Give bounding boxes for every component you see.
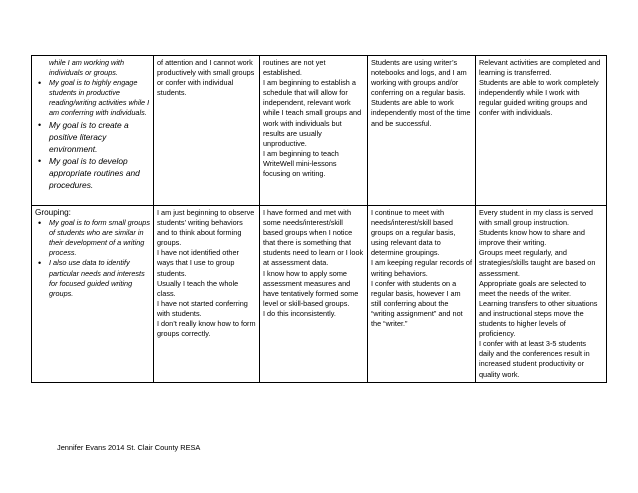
descriptor-text: I continue to meet with needs/interest/skill based groups on a regular basis, using relevant data to determine groupings. <box>371 208 456 258</box>
table-row-grouping <box>32 206 607 383</box>
descriptor-text: I am beginning to teach WriteWell mini-lessons focusing on writing. <box>263 148 339 179</box>
goal-item: • I also use data to identify particular needs and interests for focused guided writing groups. <box>49 258 150 298</box>
goal-item: • My goal is to highly engage students in productive reading/writing activities while I am conferring with individuals. <box>49 78 150 118</box>
descriptor-text: I confer with students on a regular basis, however I am still conferring about the “writing assignment” and not the “writer.” <box>371 278 463 329</box>
descriptor-text: I am just beginning to observe students’ writing behaviors and to think about forming groups. <box>157 208 255 248</box>
descriptor-text: Usually I teach the whole class. <box>157 278 239 298</box>
descriptor-text: I do this inconsistently. <box>263 308 336 318</box>
descriptor-text: I have formed and met with some needs/interest/skill based groups when I notice that there is something that students need to learn or I look at assessment data. <box>263 208 364 268</box>
cell-level-4 <box>476 56 607 206</box>
descriptor-text: I don’t really know how to form groups correctly. <box>157 319 256 339</box>
descriptor-text: Students are using writer’s notebooks and logs, and I am working with groups and/or conferring on a regular basis. <box>371 58 467 98</box>
cell-level-1 <box>154 206 260 383</box>
goal-item: • My goal is to create a positive literacy environment. <box>49 119 150 155</box>
descriptor-text: Students know how to share and improve their writing. <box>479 228 585 248</box>
goal-item: • My goal is to develop appropriate routines and procedures. <box>49 155 150 191</box>
rubric-table <box>31 55 607 383</box>
descriptor-text: I have not started conferring with students. <box>157 298 248 318</box>
descriptor-text: I know how to apply some assessment measures and have tentatively formed some level or skill-based groups. <box>263 268 359 308</box>
descriptor-text: I confer with at least 3-5 students daily and the conferences result in increased student productivity or quality work. <box>479 339 590 379</box>
descriptor-text: routines are not yet established. <box>263 58 326 78</box>
row-heading: Grouping: <box>35 208 71 217</box>
table-row-routines <box>32 56 607 206</box>
cell-goals-routines <box>32 56 154 206</box>
cell-level-4 <box>476 206 607 383</box>
page-footer: Jennifer Evans 2014 St. Clair County RESA <box>57 443 201 452</box>
descriptor-text: Every student in my class is served with small group instruction. <box>479 208 593 228</box>
descriptor-text: Learning transfers to other situations and instructional steps move the students to higher levels of proficiency. <box>479 298 598 339</box>
cell-level-3 <box>368 206 476 383</box>
goal-lead-text: while I am working with individuals or groups. <box>49 58 125 78</box>
descriptor-text: Students are able to work independently most of the time and be successful. <box>371 98 471 128</box>
descriptor-text: Groups meet regularly, and strategies/skills taught are based on assessment. <box>479 248 596 278</box>
cell-level-3 <box>368 56 476 206</box>
cell-level-2 <box>260 56 368 206</box>
goal-item: • My goal is to form small groups of students who are similar in their development of a writing process. <box>49 218 150 258</box>
descriptor-text: I have not identified other ways that I use to group students. <box>157 248 239 278</box>
cell-level-2 <box>260 206 368 383</box>
descriptor-text: of attention and I cannot work productively with small groups or confer with individual students. <box>157 58 255 98</box>
cell-goals-grouping <box>32 206 154 383</box>
descriptor-text: I am keeping regular records of writing behaviors. <box>371 258 472 278</box>
cell-level-1 <box>154 56 260 206</box>
descriptor-text: I am beginning to establish a schedule that will allow for independent, relevant work while I teach small groups and work with individuals but results are usually unproductive. <box>263 78 362 148</box>
descriptor-text: Students are able to work completely independently while I work with regular guided writing groups and confer with individuals. <box>479 78 599 118</box>
descriptor-text: Appropriate goals are selected to meet the needs of the writer. <box>479 278 587 298</box>
descriptor-text: Relevant activities are completed and learning is transferred. <box>479 58 601 78</box>
